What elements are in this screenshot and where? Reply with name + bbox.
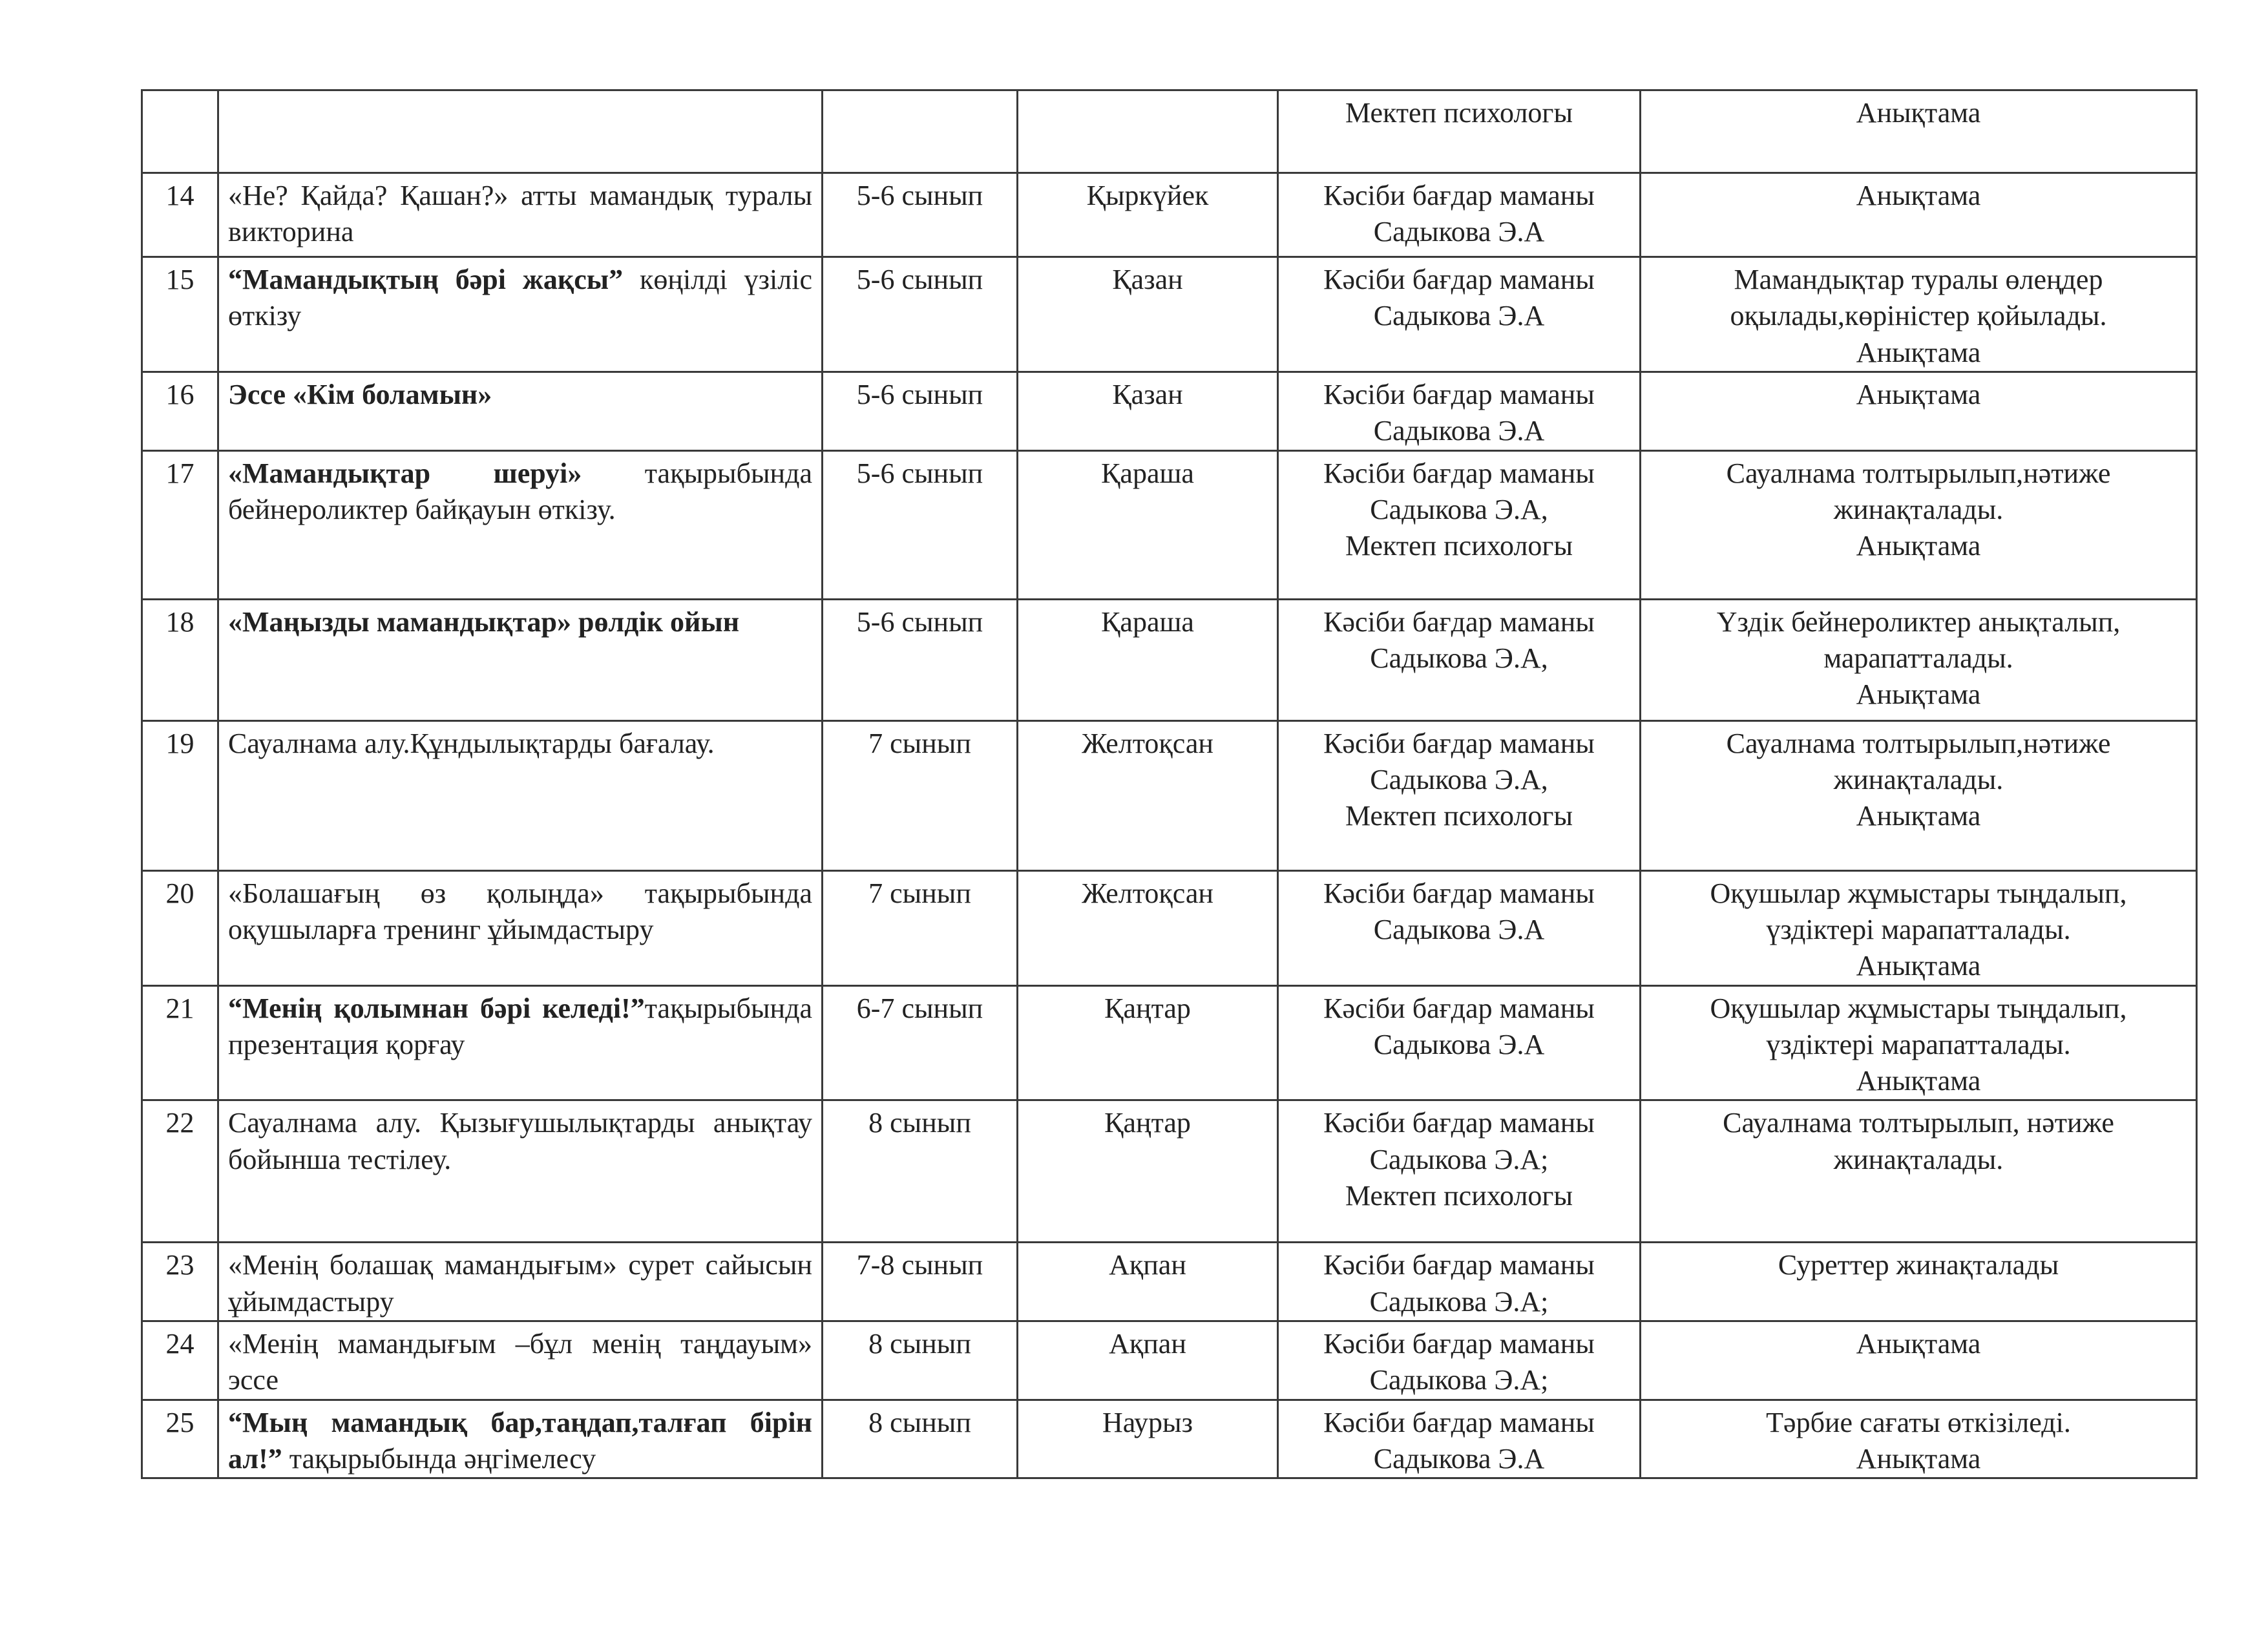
table-row — [142, 1243, 2197, 1321]
cell-result — [1641, 257, 2197, 372]
cell-responsible — [1278, 372, 1641, 450]
responsible-line: Кәсіби бағдар маманы — [1323, 1328, 1595, 1360]
responsible-line: Садыкова Э.А — [1373, 300, 1545, 332]
cell-result — [1641, 450, 2197, 599]
event-text: Сауалнама алу.Құндылықтарды бағалау. — [228, 727, 715, 759]
table-row — [142, 599, 2197, 720]
table-row — [142, 720, 2197, 870]
responsible-line: Кәсіби бағдар маманы — [1323, 457, 1595, 489]
cell-number: 20 — [142, 870, 218, 985]
cell-class: 8 сынып — [823, 1100, 1018, 1243]
table-row — [142, 257, 2197, 372]
event-text: тақырыбында бейнероликтер байқауын өткізу. — [228, 457, 812, 525]
cell-number: 23 — [142, 1243, 218, 1321]
cell-responsible — [1278, 450, 1641, 599]
cell-responsible — [1278, 173, 1641, 257]
cell-responsible — [1278, 1243, 1641, 1321]
responsible-line: Садыкова Э.А — [1373, 216, 1545, 248]
table-row — [142, 1100, 2197, 1243]
cell-event — [218, 372, 823, 450]
cell-responsible — [1278, 257, 1641, 372]
cell-class: 7 сынып — [823, 720, 1018, 870]
responsible-line: Кәсіби бағдар маманы — [1323, 180, 1595, 211]
cell-time: Желтоқсан — [1018, 720, 1278, 870]
result-line: Анықтама — [1856, 1065, 1981, 1097]
cell-time: Желтоқсан — [1018, 870, 1278, 985]
responsible-line: Садыкова Э.А — [1373, 913, 1545, 945]
result-line: Анықтама — [1856, 180, 1981, 211]
event-text: Сауалнама алу. Қызығушылықтарды анықтау бойынша тестілеу. — [228, 1107, 812, 1175]
cell-class: 5-6 сынып — [823, 372, 1018, 450]
responsible-line: Садыкова Э.А, — [1370, 493, 1548, 525]
cell-number: 19 — [142, 720, 218, 870]
event-text: «Менің болашақ мамандығым» сурет сайысын ұйымдастыру — [228, 1249, 812, 1318]
cell-time: Наурыз — [1018, 1400, 1278, 1478]
cell-responsible — [1278, 90, 1641, 173]
cell-number: 17 — [142, 450, 218, 599]
event-text-bold: “Мың мамандық бар,таңдап,талғап бірін ал!” — [228, 1406, 812, 1475]
result-line: үздіктері марапатталады. — [1766, 1028, 2071, 1060]
cell-event — [218, 173, 823, 257]
responsible-line: Садыкова Э.А — [1373, 415, 1545, 447]
cell-event — [218, 90, 823, 173]
responsible-line: Садыкова Э.А, — [1370, 763, 1548, 795]
cell-responsible — [1278, 1321, 1641, 1400]
cell-event — [218, 985, 823, 1100]
result-line: Анықтама — [1856, 1328, 1981, 1360]
event-text: көңілді үзіліс өткізу — [228, 264, 812, 332]
responsible-line: Кәсіби бағдар маманы — [1323, 727, 1595, 759]
responsible-line: Мектеп психологы — [1345, 530, 1573, 562]
event-text: тақырыбында әңгімелесу — [282, 1443, 596, 1475]
result-line: Сауалнама толтырылып, нәтиже — [1723, 1107, 2114, 1139]
result-line: Анықтама — [1856, 336, 1981, 368]
result-line: Тәрбие сағаты өткізіледі. — [1766, 1406, 2071, 1438]
responsible-line: Садыкова Э.А — [1373, 1443, 1545, 1475]
event-text: «Менің мамандығым –бұл менің таңдауым» эссе — [228, 1328, 812, 1396]
result-line: Оқушылар жұмыстары тыңдалып, — [1710, 877, 2127, 909]
cell-result — [1641, 372, 2197, 450]
table-row — [142, 985, 2197, 1100]
responsible-line: Садыкова Э.А; — [1369, 1143, 1549, 1175]
event-text-bold: «Маңызды мамандықтар» рөлдік ойын — [228, 605, 740, 638]
cell-time: Ақпан — [1018, 1243, 1278, 1321]
event-text-bold: “Мамандықтың бәрі жақсы” — [228, 264, 624, 295]
cell-responsible — [1278, 1400, 1641, 1478]
result-line: Анықтама — [1856, 950, 1981, 982]
responsible-line: Садыкова Э.А; — [1369, 1364, 1549, 1396]
cell-time: Қазан — [1018, 257, 1278, 372]
responsible-line: Мектеп психологы — [1345, 97, 1573, 129]
result-line: Анықтама — [1856, 378, 1981, 410]
responsible-line: Кәсіби бағдар маманы — [1323, 378, 1595, 410]
responsible-line: Кәсіби бағдар маманы — [1323, 877, 1595, 909]
cell-time: Қараша — [1018, 599, 1278, 720]
cell-class: 8 сынып — [823, 1321, 1018, 1400]
responsible-line: Садыкова Э.А, — [1370, 642, 1548, 674]
cell-number: 24 — [142, 1321, 218, 1400]
cell-event — [218, 870, 823, 985]
cell-class: 8 сынып — [823, 1400, 1018, 1478]
cell-result — [1641, 870, 2197, 985]
cell-event — [218, 599, 823, 720]
cell-responsible — [1278, 985, 1641, 1100]
cell-result — [1641, 1400, 2197, 1478]
cell-class: 7-8 сынып — [823, 1243, 1018, 1321]
result-line: Анықтама — [1856, 678, 1981, 711]
cell-number: 16 — [142, 372, 218, 450]
result-line: Суреттер жинақталады — [1778, 1249, 2059, 1281]
cell-number: 14 — [142, 173, 218, 257]
cell-result — [1641, 985, 2197, 1100]
cell-class: 5-6 сынып — [823, 599, 1018, 720]
result-line: марапатталады. — [1823, 642, 2013, 674]
result-line: Анықтама — [1856, 530, 1981, 562]
cell-time — [1018, 90, 1278, 173]
cell-time: Қазан — [1018, 372, 1278, 450]
cell-result — [1641, 599, 2197, 720]
cell-result — [1641, 720, 2197, 870]
cell-event — [218, 1100, 823, 1243]
cell-number: 22 — [142, 1100, 218, 1243]
cell-event — [218, 720, 823, 870]
responsible-line: Мектеп психологы — [1345, 1180, 1573, 1212]
cell-time: Қаңтар — [1018, 1100, 1278, 1243]
cell-number: 25 — [142, 1400, 218, 1478]
cell-class: 5-6 сынып — [823, 257, 1018, 372]
cell-time: Ақпан — [1018, 1321, 1278, 1400]
table-body — [142, 90, 2197, 1478]
cell-result — [1641, 90, 2197, 173]
cell-responsible — [1278, 720, 1641, 870]
table-row — [142, 1321, 2197, 1400]
event-text-bold: Эссе «Кім боламын» — [228, 378, 492, 410]
table-row — [142, 372, 2197, 450]
cell-class: 5-6 сынып — [823, 173, 1018, 257]
event-text: тақырыбында презентация қорғау — [228, 992, 812, 1060]
result-line: Анықтама — [1856, 800, 1981, 832]
table-row — [142, 450, 2197, 599]
cell-result — [1641, 1321, 2197, 1400]
cell-result — [1641, 1100, 2197, 1243]
cell-responsible — [1278, 870, 1641, 985]
responsible-line: Кәсіби бағдар маманы — [1323, 1107, 1595, 1139]
event-text-bold: «Мамандықтар шеруі» — [228, 457, 582, 489]
result-line: Сауалнама толтырылып,нәтиже — [1726, 727, 2111, 759]
table-row — [142, 870, 2197, 985]
responsible-line: Садыкова Э.А — [1373, 1028, 1545, 1060]
cell-responsible — [1278, 599, 1641, 720]
result-line: жинақталады. — [1833, 763, 2004, 795]
result-line: Оқушылар жұмыстары тыңдалып, — [1710, 992, 2127, 1024]
responsible-line: Кәсіби бағдар маманы — [1323, 992, 1595, 1024]
event-text-bold: “Менің қолымнан бәрі келеді!” — [228, 992, 645, 1024]
responsible-line: Садыкова Э.А; — [1369, 1285, 1549, 1318]
cell-time: Қараша — [1018, 450, 1278, 599]
cell-event — [218, 1400, 823, 1478]
cell-result — [1641, 1243, 2197, 1321]
cell-class: 7 сынып — [823, 870, 1018, 985]
responsible-line: Кәсіби бағдар маманы — [1323, 1406, 1595, 1438]
plan-table — [141, 89, 2198, 1479]
cell-event — [218, 450, 823, 599]
result-line: Үздік бейнероликтер анықталып, — [1716, 605, 2121, 638]
result-line: үздіктері марапатталады. — [1766, 913, 2071, 945]
cell-class: 5-6 сынып — [823, 450, 1018, 599]
result-line: Анықтама — [1856, 97, 1981, 129]
table-row-header — [142, 90, 2197, 173]
result-line: Мамандықтар туралы өлеңдер — [1734, 264, 2103, 295]
result-line: жинақталады. — [1833, 493, 2004, 525]
cell-number — [142, 90, 218, 173]
responsible-line: Мектеп психологы — [1345, 800, 1573, 832]
responsible-line: Кәсіби бағдар маманы — [1323, 605, 1595, 638]
cell-number: 18 — [142, 599, 218, 720]
result-line: оқылады,көріністер қойылады. — [1730, 300, 2107, 332]
cell-event — [218, 1321, 823, 1400]
cell-class: 6-7 сынып — [823, 985, 1018, 1100]
result-line: Сауалнама толтырылып,нәтиже — [1726, 457, 2111, 489]
cell-class — [823, 90, 1018, 173]
cell-responsible — [1278, 1100, 1641, 1243]
result-line: жинақталады. — [1833, 1143, 2004, 1175]
responsible-line: Кәсіби бағдар маманы — [1323, 1249, 1595, 1281]
cell-number: 15 — [142, 257, 218, 372]
cell-result — [1641, 173, 2197, 257]
cell-number: 21 — [142, 985, 218, 1100]
cell-event — [218, 257, 823, 372]
responsible-line: Кәсіби бағдар маманы — [1323, 264, 1595, 295]
cell-event — [218, 1243, 823, 1321]
event-text: «Не? Қайда? Қашан?» атты мамандық туралы викторина — [228, 180, 812, 248]
cell-time: Қаңтар — [1018, 985, 1278, 1100]
event-text: «Болашағың өз қолыңда» тақырыбында оқушыларға тренинг ұйымдастыру — [228, 877, 812, 945]
result-line: Анықтама — [1856, 1443, 1981, 1475]
table-row — [142, 1400, 2197, 1478]
cell-time: Қыркүйек — [1018, 173, 1278, 257]
table-row — [142, 173, 2197, 257]
